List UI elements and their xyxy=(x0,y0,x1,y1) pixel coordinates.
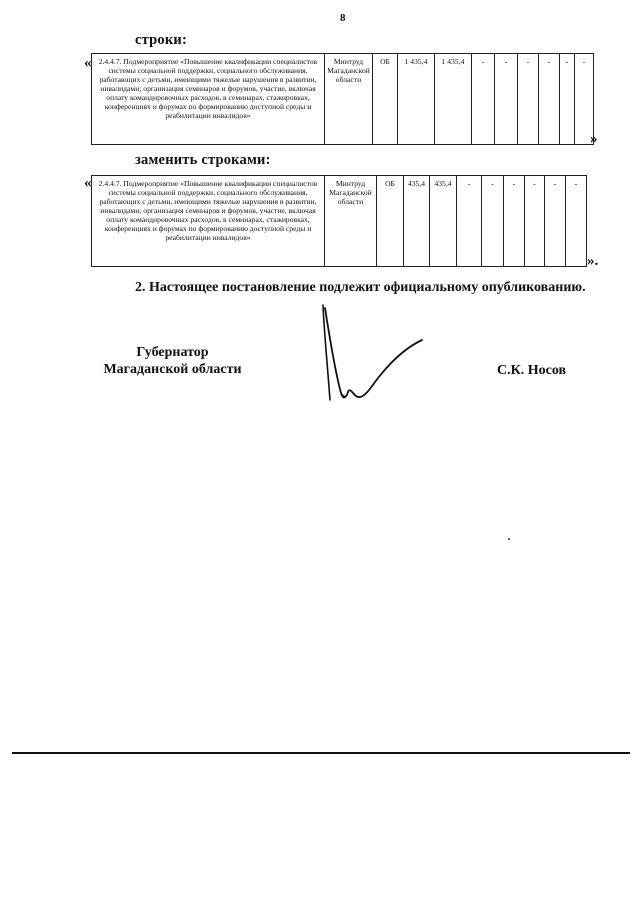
table-row xyxy=(92,176,587,267)
activity-description: 2.4.4.7. Подмероприятие «Повышение квалификации специалистов системы социальной поддержки, социального обслуживания, работающих с детьми, имеющими тяжелые нарушения в развитии, инвалидами; организация семинаров и форумов, участие, включая оплату командировочных расходов, в семинарах, стажировках, конференциях и форумах по формированию доступной среды и реабилитации инвалидов» xyxy=(92,176,325,267)
governor-title-line1: Губернатор xyxy=(136,345,209,360)
governor-name: С.К. Носов xyxy=(497,363,567,378)
year-amount: - xyxy=(575,54,594,145)
open-quote-new: « xyxy=(84,175,92,191)
year-amount: - xyxy=(525,176,545,267)
page-number: 8 xyxy=(340,12,346,24)
old-row-table xyxy=(91,53,594,145)
year-amount: - xyxy=(539,54,560,145)
executor: Минтруд Магаданской области xyxy=(325,54,373,145)
governor-title xyxy=(100,344,245,378)
year-amount: - xyxy=(560,54,575,145)
executor: Минтруд Магаданской области xyxy=(325,176,377,267)
activity-description: 2.4.4.7. Подмероприятие «Повышение квалификации специалистов системы социальной поддержки, социального обслуживания, работающих с детьми, имеющими тяжелые нарушения в развитии, инвалидами; организация семинаров и форумов, участие, включая оплату командировочных расходов, в семинарах, стажировках, конференциях и форумах по формированию доступной среды и реабилитации инвалидов» xyxy=(92,54,325,145)
old-rows-lead: строки: xyxy=(135,32,187,48)
year-amount: - xyxy=(518,54,539,145)
speck xyxy=(508,538,510,540)
total-amount: 435,4 xyxy=(404,176,430,267)
close-quote-old: » xyxy=(590,131,598,147)
year-amount: - xyxy=(504,176,525,267)
new-row-table xyxy=(91,175,587,267)
funding-source: ОБ xyxy=(377,176,404,267)
handwritten-signature xyxy=(310,300,440,410)
governor-title-line2: Магаданской области xyxy=(103,362,242,377)
total-amount: 1 435,4 xyxy=(398,54,435,145)
publication-clause: 2. Настоящее постановление подлежит официальному опубликованию. xyxy=(135,280,586,295)
year1-amount: 1 435,4 xyxy=(435,54,472,145)
bottom-rule xyxy=(12,752,630,754)
year-amount: - xyxy=(495,54,518,145)
table-row xyxy=(92,54,594,145)
close-quote-new: ». xyxy=(587,253,599,269)
year-amount: - xyxy=(545,176,566,267)
year-amount: - xyxy=(457,176,482,267)
year-amount: - xyxy=(482,176,504,267)
year-amount: - xyxy=(566,176,587,267)
new-rows-lead: заменить строками: xyxy=(135,152,271,168)
open-quote-old: « xyxy=(84,55,92,71)
year1-amount: 435,4 xyxy=(430,176,457,267)
year-amount: - xyxy=(472,54,495,145)
funding-source: ОБ xyxy=(373,54,398,145)
